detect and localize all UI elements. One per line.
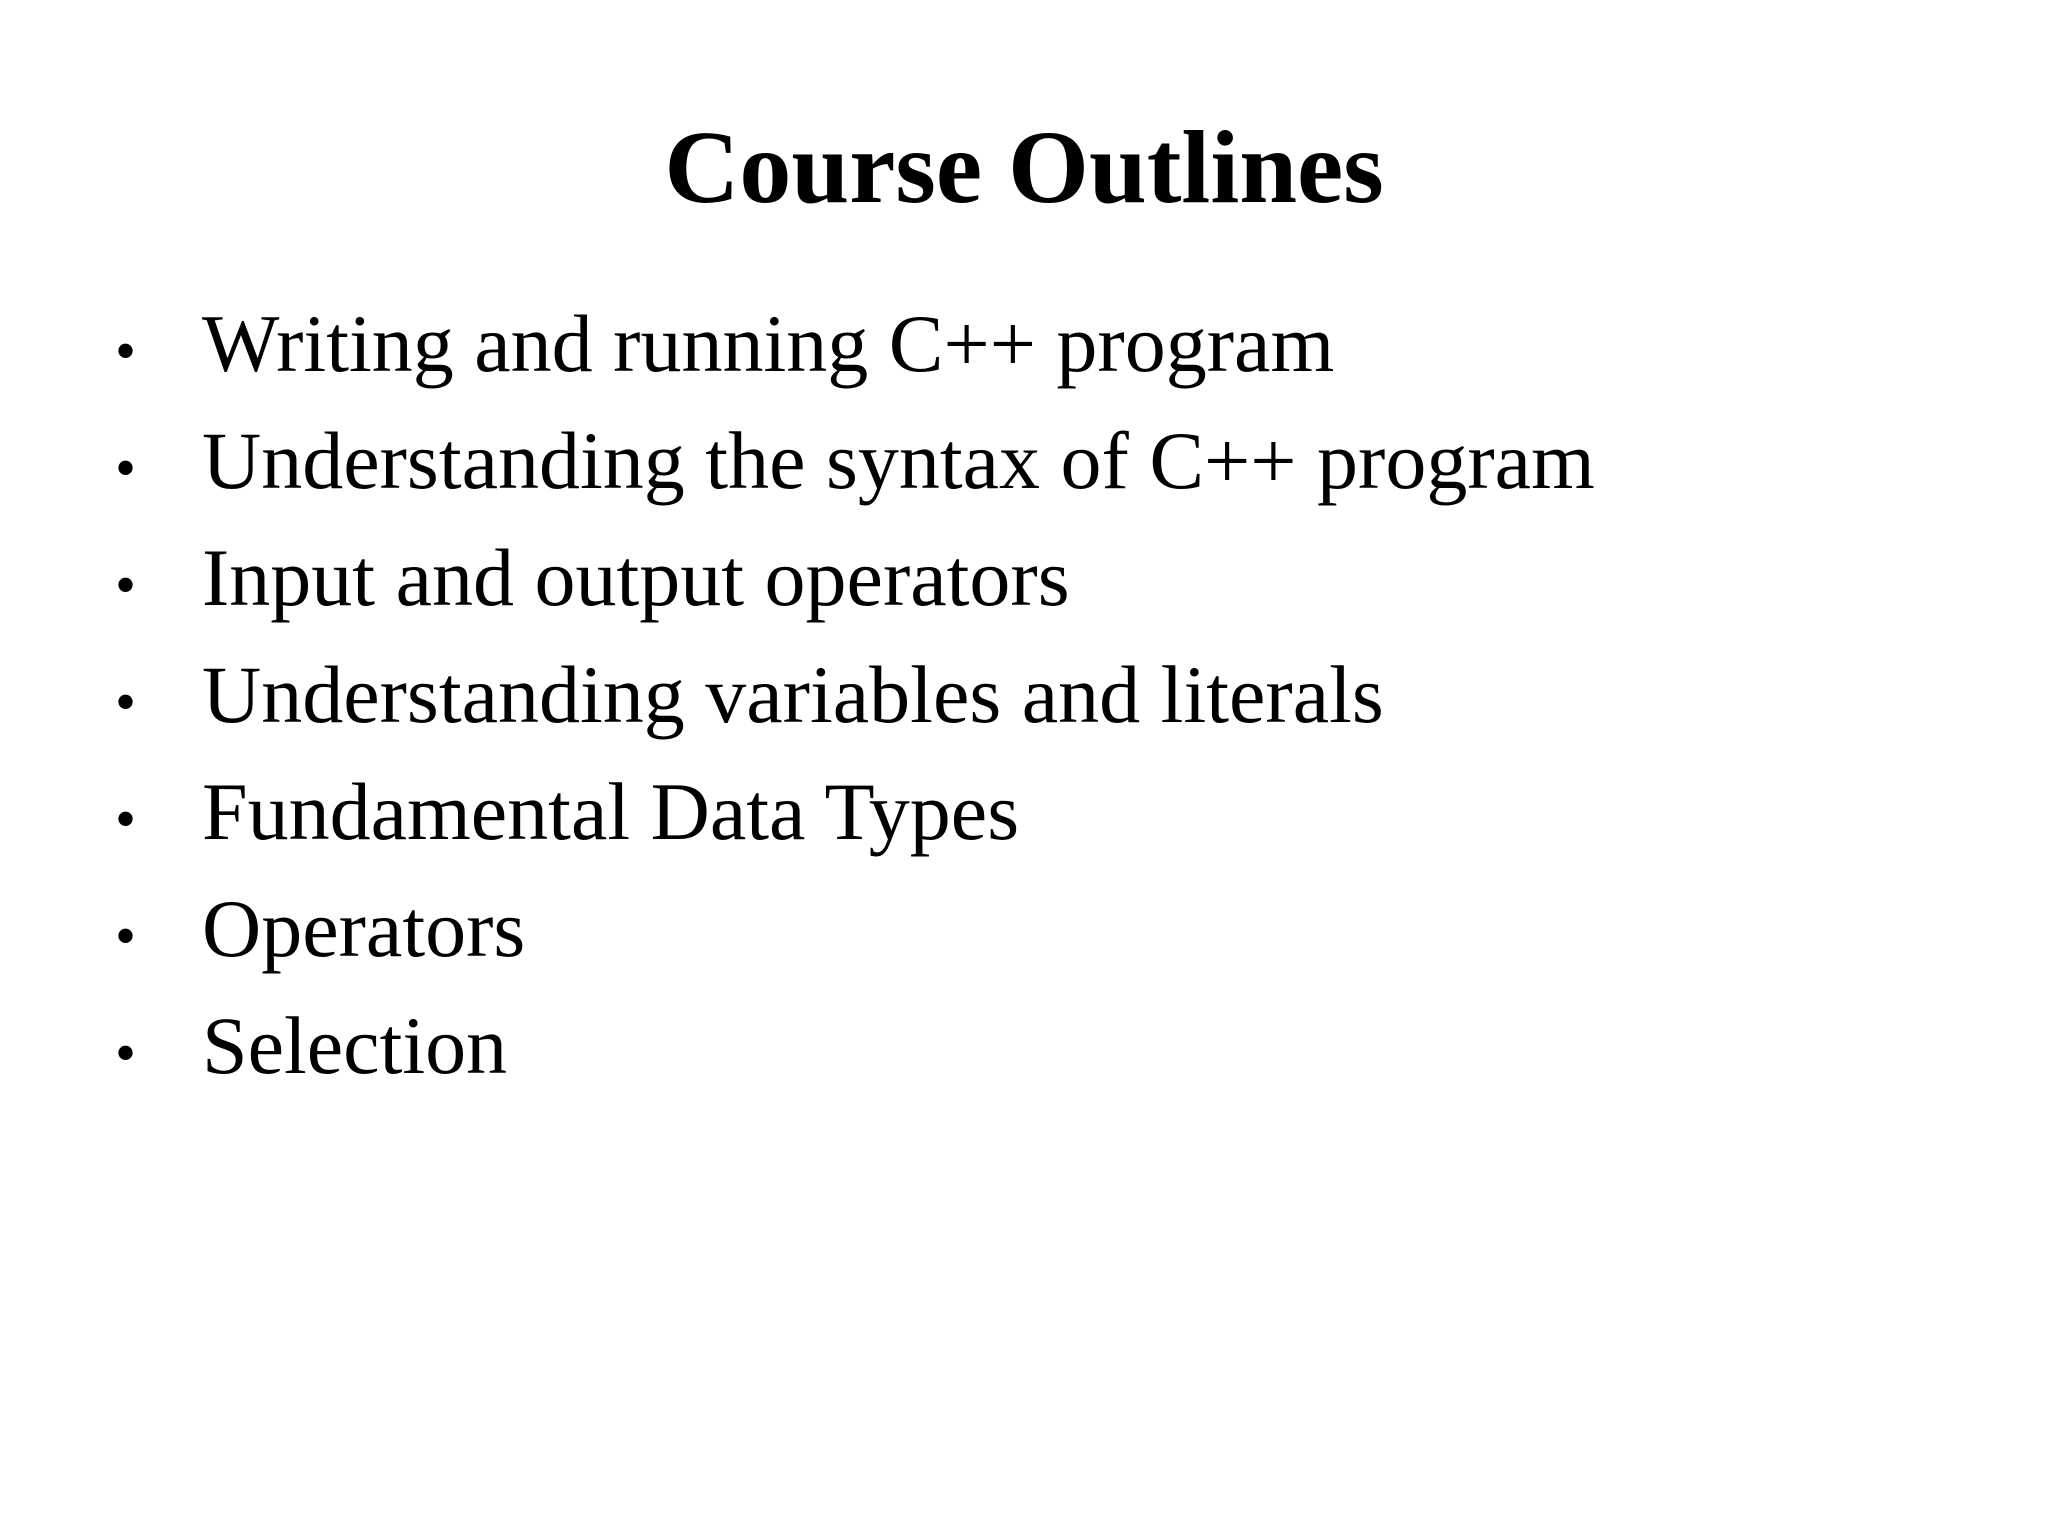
list-item-text: Understanding variables and literals: [202, 649, 1384, 740]
slide-title: Course Outlines: [664, 110, 1384, 225]
list-item: [115, 870, 1595, 987]
list-item: [115, 402, 1595, 519]
bullet-icon: •: [115, 552, 137, 618]
list-item-text: Understanding the syntax of C++ program: [202, 415, 1595, 506]
list-item-text: Operators: [202, 883, 526, 974]
bullet-icon: •: [115, 1020, 137, 1086]
bullet-list: [115, 285, 1595, 1104]
list-item-text: Fundamental Data Types: [202, 766, 1020, 857]
list-item-text: Input and output operators: [202, 532, 1070, 623]
list-item: [115, 987, 1595, 1104]
list-item: [115, 519, 1595, 636]
list-item: [115, 636, 1595, 753]
list-item: [115, 753, 1595, 870]
list-item-text: Selection: [202, 1000, 508, 1091]
bullet-icon: •: [115, 786, 137, 852]
bullet-icon: •: [115, 669, 137, 735]
list-item-text: Writing and running C++ program: [202, 298, 1335, 389]
list-item: [115, 285, 1595, 402]
bullet-icon: •: [115, 318, 137, 384]
bullet-icon: •: [115, 903, 137, 969]
bullet-icon: •: [115, 435, 137, 501]
